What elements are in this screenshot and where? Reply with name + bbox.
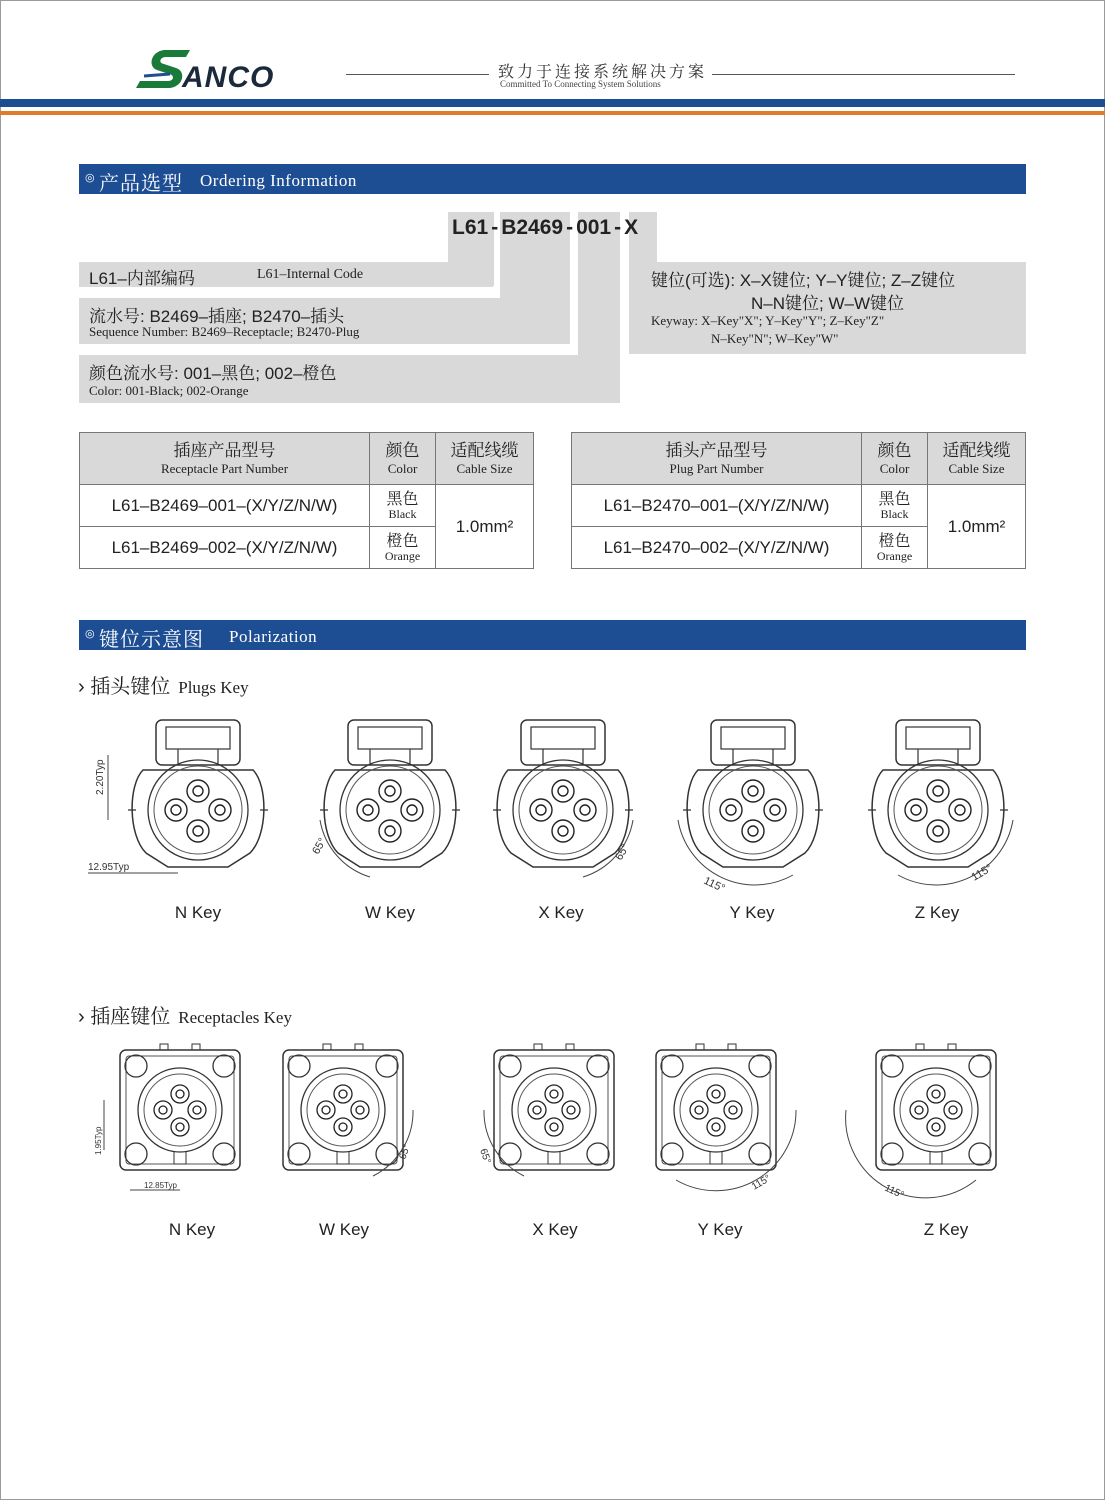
plug-color-1: 黑色 Black — [862, 485, 928, 527]
plug-part-2: L61–B2470–002–(X/Y/Z/N/W) — [572, 527, 862, 569]
plug-cable: 1.0mm² — [928, 485, 1026, 569]
bullet-icon: ◎ — [85, 172, 95, 184]
rec-y-key-drawing — [656, 1044, 796, 1193]
plug-color-2: 橙色 Orange — [862, 527, 928, 569]
code-part-1: L61 — [452, 216, 489, 239]
code-part-3: 001 — [576, 216, 612, 239]
rec-x-key-drawing — [477, 1044, 614, 1176]
table-row — [80, 485, 534, 527]
tagline-rule-left — [346, 74, 489, 75]
rec-head-part: 插座产品型号 Receptacle Part Number — [80, 433, 370, 485]
color-box — [79, 355, 620, 403]
section-ordering — [79, 164, 1026, 194]
rec-cable: 1.0mm² — [436, 485, 534, 569]
keyway-cn-line1: 键位(可选): X–X键位; Y–Y键位; Z–Z键位 — [651, 271, 956, 290]
rec-color-1: 黑色 Black — [370, 485, 436, 527]
keyway-box — [629, 262, 1026, 354]
plug-head-color: 颜色 Color — [862, 433, 928, 485]
header-band-blue — [0, 99, 1105, 107]
part-code: L61 - B2469 - 001 - X — [452, 216, 639, 239]
plug-z-key-drawing — [868, 720, 1013, 885]
internal-code-box — [79, 262, 493, 287]
plug-x-angle: 65° — [613, 842, 632, 863]
tagline-en: Committed To Connecting System Solutions — [500, 79, 661, 89]
receptacle-key-drawings — [80, 1040, 1040, 1210]
keyway-en-line1: Keyway: X–Key"X"; Y–Key"Y"; Z–Key"Z" — [651, 313, 885, 328]
rec-w-angle: 65° — [397, 1143, 413, 1162]
rec-dim-height: 1.95Typ — [94, 1126, 103, 1155]
tagline-cn: 致力于连接系统解决方案 — [498, 64, 708, 81]
plug-x-key-drawing — [493, 720, 633, 877]
section-ordering-cn: 产品选型 — [99, 173, 183, 195]
code-part-2: B2469 — [501, 216, 564, 239]
rec-head-cable: 适配线缆 Cable Size — [436, 433, 534, 485]
rec-z-key-drawing — [846, 1044, 996, 1201]
plug-y-angle: 115° — [701, 874, 727, 895]
rec-w-key-label: W Key — [318, 1220, 370, 1239]
plug-y-key-label: Y Key — [729, 903, 775, 922]
rec-y-key-label: Y Key — [697, 1220, 743, 1239]
internal-code-en: L61–Internal Code — [257, 267, 364, 282]
plug-head-cable: 适配线缆 Cable Size — [928, 433, 1026, 485]
color-cn: 颜色流水号: 001–黑色; 002–橙色 — [89, 364, 337, 383]
sequence-en: Sequence Number: B2469–Receptacle; B2470-Plug — [89, 324, 360, 339]
section-ordering-en: Ordering Information — [200, 171, 357, 190]
header-band-orange — [0, 111, 1105, 115]
rec-part-2: L61–B2469–002–(X/Y/Z/N/W) — [80, 527, 370, 569]
section-polarization-en: Polarization — [229, 627, 318, 646]
sequence-box — [79, 298, 570, 344]
plug-z-key-label: Z Key — [914, 903, 960, 922]
chevron-right-icon: › — [78, 1006, 85, 1028]
plug-w-key-label: W Key — [364, 903, 416, 922]
tagline-rule-right — [712, 74, 1015, 75]
chevron-right-icon: › — [78, 676, 85, 698]
plug-dim-width: 12.95Typ — [88, 862, 130, 873]
section-polarization-cn: 键位示意图 — [99, 629, 204, 651]
internal-code-cn: L61–内部编码 — [89, 269, 195, 288]
sequence-cn: 流水号: B2469–插座; B2470–插头 — [89, 307, 345, 326]
rec-w-key-drawing — [283, 1044, 413, 1176]
plug-w-angle: 65° — [310, 836, 329, 857]
plug-n-key-drawing — [88, 720, 268, 873]
plug-z-angle: 115° — [969, 862, 995, 884]
keyway-en-line2: N–Key"N"; W–Key"W" — [711, 331, 839, 346]
receptacles-key-heading: › 插座键位 Receptacles Key — [78, 1006, 292, 1028]
rec-n-key-label: N Key — [168, 1220, 216, 1239]
rec-n-key-drawing — [94, 1044, 240, 1190]
bullet-icon: ◎ — [85, 628, 95, 640]
plug-table — [571, 432, 1026, 569]
color-en: Color: 001-Black; 002-Orange — [89, 383, 249, 398]
rec-z-angle: 115° — [882, 1182, 906, 1202]
sanco-logo — [130, 46, 305, 96]
rec-dim-width: 12.85Typ — [144, 1181, 177, 1190]
rec-color-2: 橙色 Orange — [370, 527, 436, 569]
plug-head-part: 插头产品型号 Plug Part Number — [572, 433, 862, 485]
receptacle-table — [79, 432, 534, 569]
rec-y-angle: 115° — [750, 1173, 773, 1193]
plugs-key-heading: › 插头键位 Plugs Key — [78, 676, 249, 698]
svg-text:ANCO: ANCO — [182, 61, 275, 94]
keyway-cn-line2: N–N键位; W–W键位 — [751, 294, 904, 313]
plug-x-key-label: X Key — [538, 903, 584, 922]
rec-x-angle: 65° — [477, 1147, 493, 1166]
rec-head-color: 颜色 Color — [370, 433, 436, 485]
code-part-4: X — [624, 216, 639, 239]
rec-z-key-label: Z Key — [923, 1220, 969, 1239]
plug-part-1: L61–B2470–001–(X/Y/Z/N/W) — [572, 485, 862, 527]
rec-x-key-label: X Key — [532, 1220, 578, 1239]
plug-w-key-drawing — [310, 720, 460, 877]
table-row — [572, 485, 1026, 527]
plug-y-key-drawing — [678, 720, 823, 895]
plug-dim-height: 2.20Typ — [95, 759, 106, 795]
rec-part-1: L61–B2469–001–(X/Y/Z/N/W) — [80, 485, 370, 527]
plug-key-drawings — [80, 705, 1040, 895]
section-polarization — [79, 620, 1026, 650]
plug-n-key-label: N Key — [174, 903, 222, 922]
